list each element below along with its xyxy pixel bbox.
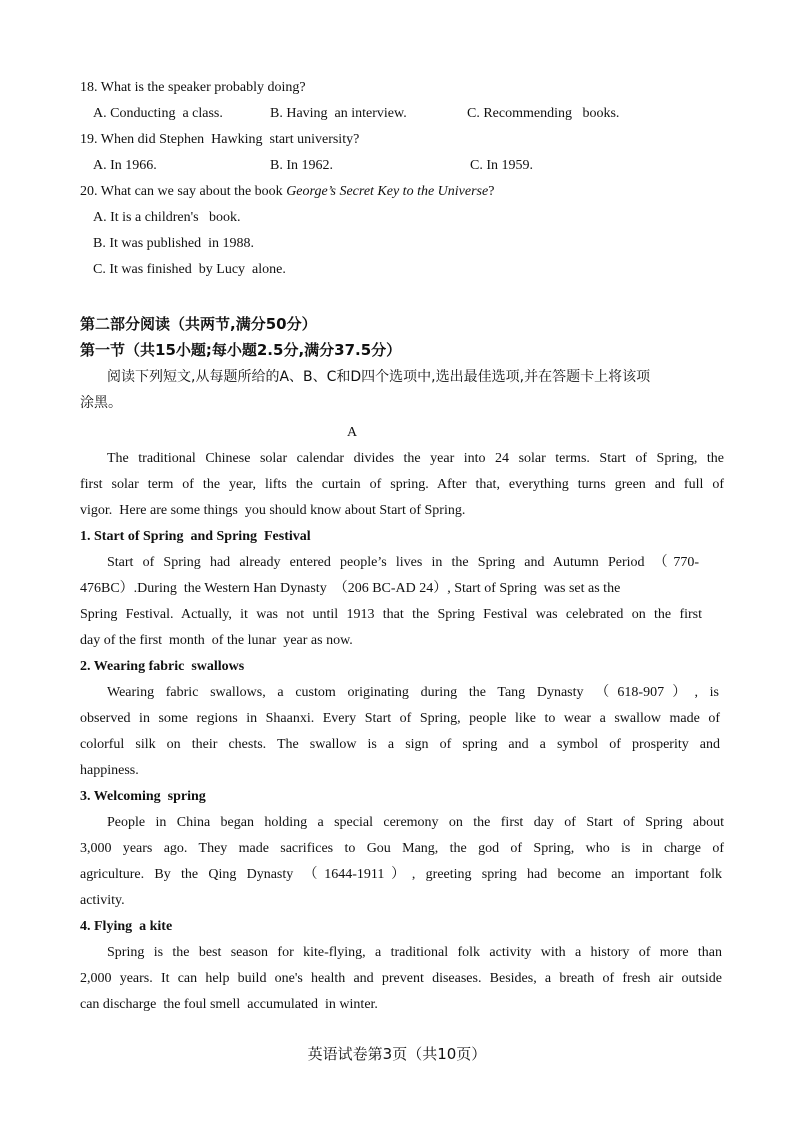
question-20	[80, 183, 494, 201]
section-line: Spring is the best season for kite-flying, a traditional folk activity with a history of more than	[107, 945, 722, 960]
q19-option-a: A. In 1966.	[93, 158, 157, 173]
section-line: activity.	[80, 893, 125, 908]
section-line: observed in some regions in Shaanxi. Every Start of Spring, people like to wear a swallow made of	[80, 711, 720, 726]
section-one-title: 第一节（共15小题;每小题2.5分,满分37.5分）	[80, 341, 402, 359]
section-line: day of the first month of the lunar year as now.	[80, 633, 353, 648]
question-19: 19. When did Stephen Hawking start university?	[80, 132, 360, 147]
section-heading: 3. Welcoming spring	[80, 789, 206, 804]
section-heading: 2. Wearing fabric swallows	[80, 659, 245, 674]
section-line: 2,000 years. It can help build one's health and prevent diseases. Besides, a breath of fresh air outside	[80, 971, 722, 986]
q20-option-a: A. It is a children's book.	[93, 210, 241, 225]
section-line: Wearing fabric swallows, a custom originating during the Tang Dynasty （618-907）, is	[107, 685, 719, 700]
q20-option-b: B. It was published in 1988.	[93, 236, 254, 251]
section-line: can discharge the foul smell accumulated in winter.	[80, 997, 378, 1012]
section-line: agriculture. By the Qing Dynasty （1644-1911）, greeting spring had become an important folk	[80, 867, 722, 882]
q20-prefix: 20. What can we say about the book	[80, 184, 287, 199]
q18-option-c: C. Recommending books.	[467, 106, 620, 121]
q20-suffix: ?	[488, 184, 495, 199]
section-heading: 4. Flying a kite	[80, 919, 173, 934]
q19-option-b: B. In 1962.	[270, 158, 333, 173]
intro-line: The traditional Chinese solar calendar divides the year into 24 solar terms. Start of Spring, the	[107, 451, 724, 466]
q18-option-b: B. Having an interview.	[270, 106, 407, 121]
section-line: Start of Spring had already entered people’s lives in the Spring and Autumn Period （770-	[107, 555, 699, 570]
section-line: 476BC）.During the Western Han Dynasty （206 BC-AD 24）, Start of Spring was set as the	[80, 581, 621, 596]
page-footer: 英语试卷第3页（共10页）	[307, 1045, 487, 1063]
intro-line: first solar term of the year, lifts the curtain of spring. After that, everything turns green and full of	[80, 477, 724, 492]
instructions-line-1: 阅读下列短文,从每题所给的A、B、C和D四个选项中,选出最佳选项,并在答题卡上将该项	[107, 369, 651, 385]
section-line: People in China began holding a special ceremony on the first day of Start of Spring about	[107, 815, 724, 830]
q20-option-c: C. It was finished by Lucy alone.	[93, 262, 286, 277]
q19-option-c: C. In 1959.	[470, 158, 533, 173]
q20-book-title: George’s Secret Key to the Universe	[286, 184, 489, 199]
question-18: 18. What is the speaker probably doing?	[80, 80, 306, 95]
passage-label: A	[347, 425, 358, 440]
section-line: colorful silk on their chests. The swallow is a sign of spring and a symbol of prosperity and	[80, 737, 720, 752]
part-two-title: 第二部分阅读（共两节,满分50分）	[80, 315, 317, 333]
section-heading: 1. Start of Spring and Spring Festival	[80, 529, 311, 544]
intro-line: vigor. Here are some things you should know about Start of Spring.	[80, 503, 466, 518]
section-line: Spring Festival. Actually, it was not until 1913 that the Spring Festival was celebrated on the first	[80, 607, 702, 622]
q18-option-a: A. Conducting a class.	[93, 106, 223, 121]
section-line: happiness.	[80, 763, 139, 778]
instructions-line-2: 涂黑。	[80, 395, 122, 411]
section-line: 3,000 years ago. They made sacrifices to Gou Mang, the god of Spring, who is in charge of	[80, 841, 724, 856]
